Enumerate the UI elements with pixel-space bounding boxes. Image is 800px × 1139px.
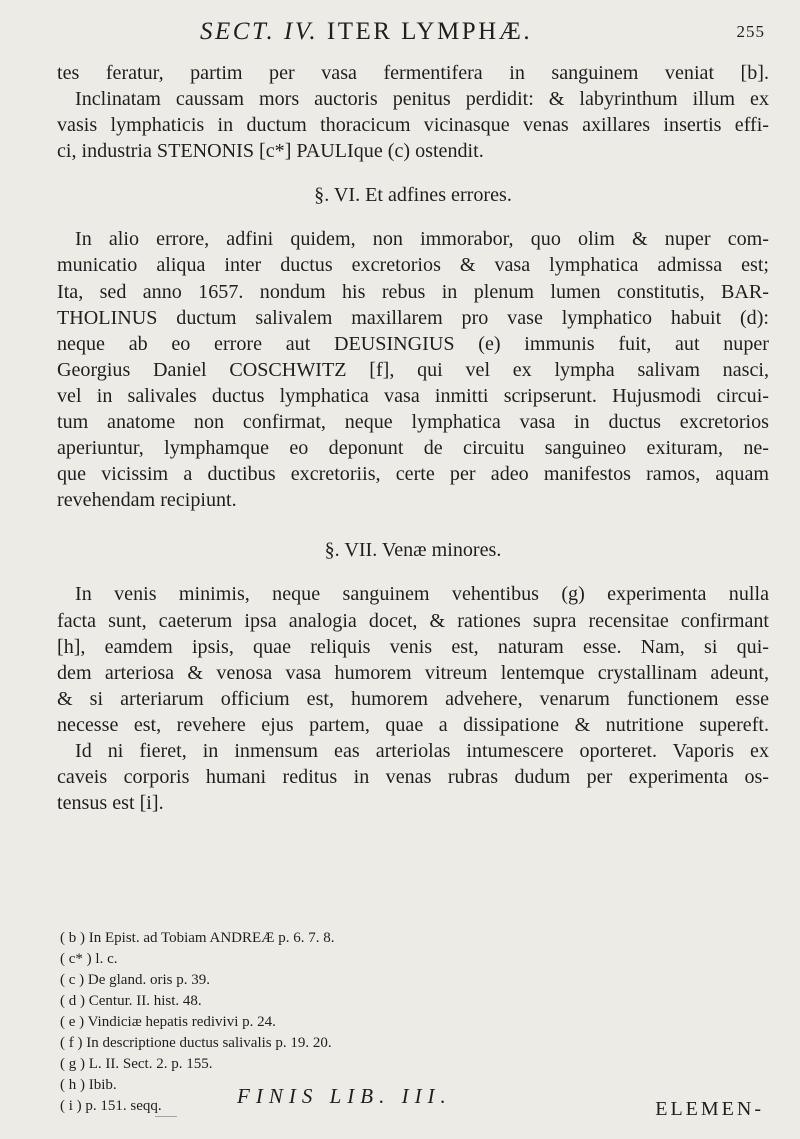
finis-line: FINIS LIB. III. (237, 1084, 452, 1108)
footnote: ( h ) Ibib. (60, 1077, 117, 1093)
text-line: Id ni fieret, in inmensum eas arteriolas intumescere oporteret. Vaporis ex (75, 739, 769, 762)
text-line: revehendam recipiunt. (57, 489, 237, 512)
footnote: ( c* ) l. c. (60, 951, 118, 967)
footnote: ( e ) Vindiciæ hepatis redivivi p. 24. (60, 1014, 276, 1030)
text-line: tum anatome non confirmat, neque lymphatica vasa in ductus excretorios (57, 411, 769, 434)
text-line: Ita, sed anno 1657. nondum his rebus in plenum lumen constitutis, BAR- (57, 280, 769, 303)
footnote: ( f ) In descriptione ductus salivalis p. 19. 20. (60, 1035, 332, 1051)
text-line: In venis minimis, neque sanguinem vehentibus (g) experimenta nulla (75, 583, 769, 606)
text-line: tensus est [i]. (57, 792, 164, 815)
footnote: ( g ) L. II. Sect. 2. p. 155. (60, 1056, 213, 1072)
text-line: [h], eamdem ipsis, quae reliquis venis est, naturam esse. Nam, si qui- (57, 635, 769, 658)
footnote: ( i ) p. 151. seqq. (60, 1098, 162, 1114)
running-title (200, 18, 532, 46)
title-text: ITER LYMPHÆ. (326, 18, 533, 45)
text-line: Inclinatam caussam mors auctoris penitus perdidit: & labyrinthum illum ex (75, 88, 769, 111)
text-line: Georgius Daniel COSCHWITZ [f], qui vel ex lympha salivam nasci, (57, 358, 769, 381)
text-line: caveis corporis humani reditus in venas rubras dudum per experimenta os- (57, 766, 769, 789)
footnote: ( d ) Centur. II. hist. 48. (60, 993, 202, 1009)
text-line: THOLINUS ductum salivalem maxillarem pro vase lymphatico habuit (d): (57, 306, 769, 329)
ink-mark (155, 1112, 177, 1117)
text-line: necesse est, revehere ejus partem, quae a dissipatione & nutritione supereft. (57, 713, 769, 736)
text-line: & si arteriarum officium est, humorem advehere, venarum functionem esse (57, 687, 769, 710)
running-header (0, 18, 800, 58)
body-text (57, 60, 769, 816)
text-line: dem arteriosa & venosa vasa humorem vitreum lentemque crystallinam adeunt, (57, 661, 769, 684)
text-line: tes feratur, partim per vasa fermentifera in sanguinem veniat [b]. (57, 62, 769, 84)
section-label: SECT. IV. (200, 18, 319, 45)
text-line: In alio errore, adfini quidem, non immorabor, quo olim & nuper com- (75, 228, 769, 251)
section-heading: §. VI. Et adfines errores. (314, 184, 512, 207)
footnote: ( b ) In Epist. ad Tobiam ANDREÆ p. 6. 7. 8. (60, 930, 335, 946)
text-line: vel in salivales ductus lymphatica vasa inmitti scripserunt. Hujusmodi circui- (57, 384, 769, 407)
footnote: ( c ) De gland. oris p. 39. (60, 972, 210, 988)
page-number: 255 (736, 22, 765, 41)
text-line: municatio aliqua inter ductus excretorios & vasa lymphatica admissa est; (57, 254, 769, 277)
text-line: aperiuntur, lymphamque eo deponunt de circuitu sanguineo exituram, ne- (57, 437, 769, 460)
text-line: neque ab eo errore aut DEUSINGIUS (e) immunis fuit, aut nuper (57, 332, 769, 355)
text-line: facta sunt, caeterum ipsa analogia docet, & rationes supra recensitae confirmant (57, 609, 769, 632)
text-line: que vicissim a ductibus excretoriis, certe per adeo manifestos ramos, aquam (57, 463, 769, 486)
text-line: vasis lymphaticis in ductum thoracicum vicinasque venas axillares insertis effi- (57, 114, 769, 137)
text-line: ci, industria STENONIS [c*] PAULIque (c) ostendit. (57, 140, 484, 163)
catchword: ELEMEN- (655, 1098, 764, 1120)
section-heading: §. VII. Venæ minores. (324, 539, 502, 562)
